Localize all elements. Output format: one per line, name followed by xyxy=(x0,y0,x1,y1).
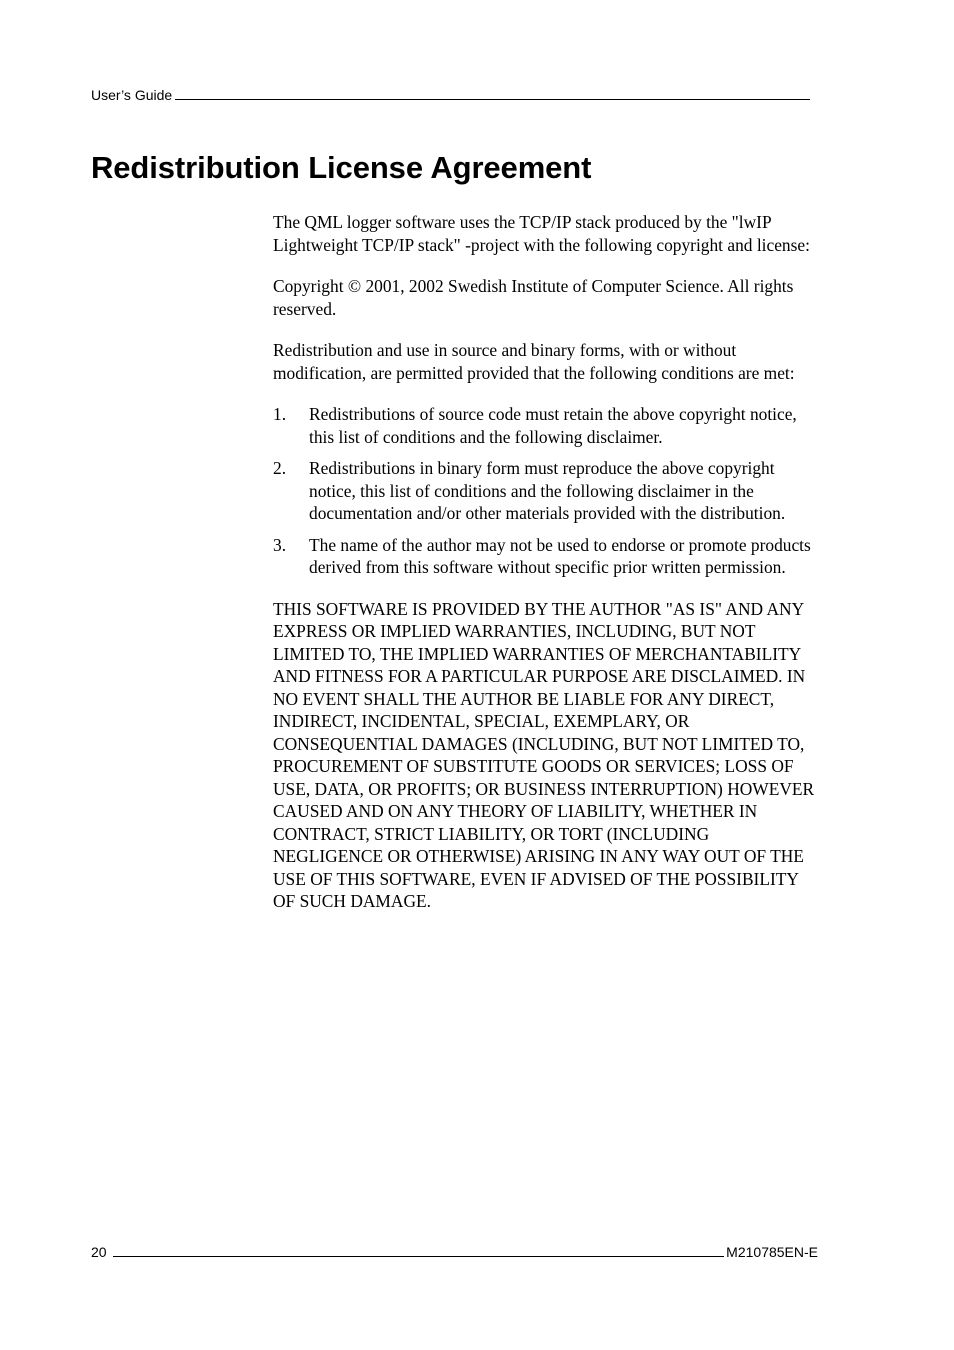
disclaimer-paragraph: THIS SOFTWARE IS PROVIDED BY THE AUTHOR "AS IS" AND ANY EXPRESS OR IMPLIED WARRANTIES, INCLUDING, BUT NOT LIMITED TO, THE IMPLIED WARRANTIES OF MERCHANTABILITY AND FITNESS FOR A PARTICULAR PURPOSE ARE DISCLAIMED. IN NO EVENT SHALL THE AUTHOR BE LIABLE FOR ANY DIRECT, INDIRECT, INCIDENTAL, SPECIAL, EXEMPLARY, OR CONSEQUENTIAL DAMAGES (INCLUDING, BUT NOT LIMITED TO, PROCUREMENT OF SUBSTITUTE GOODS OR SERVICES; LOSS OF USE, DATA, OR PROFITS; OR BUSINESS INTERRUPTION) HOWEVER CAUSED AND ON ANY THEORY OF LIABILITY, WHETHER IN CONTRACT, STRICT LIABILITY, OR TORT (INCLUDING NEGLIGENCE OR OTHERWISE) ARISING IN ANY WAY OUT OF THE USE OF THIS SOFTWARE, EVEN IF ADVISED OF THE POSSIBILITY OF SUCH DAMAGE. xyxy=(273,598,815,911)
list-item xyxy=(273,403,821,448)
list-item-text: The name of the author may not be used to endorse or promote products derived from this software without specific prior written permission. xyxy=(309,534,811,577)
list-item-text: Redistributions in binary form must reproduce the above copyright notice, this list of conditions and the following disclaimer in the documentation and/or other materials provided with the distribution. xyxy=(309,458,786,523)
intro-paragraph: The QML logger software uses the TCP/IP stack produced by the "lwIP Lightweight TCP/IP stack" -project with the following copyright and license: xyxy=(273,212,810,255)
conditions-list xyxy=(273,403,821,579)
list-item-number: 3. xyxy=(273,534,287,555)
page-number: 20 xyxy=(91,1244,107,1260)
copyright-paragraph: Copyright © 2001, 2002 Swedish Institute of Computer Science. All rights reserved. xyxy=(273,276,794,319)
page-footer xyxy=(91,1244,818,1260)
list-item-text: Redistributions of source code must retain the above copyright notice, this list of conditions and the following disclaimer. xyxy=(309,404,797,447)
conditions-intro-paragraph: Redistribution and use in source and binary forms, with or without modification, are permitted provided that the following conditions are met: xyxy=(273,340,795,383)
document-id: M210785EN-E xyxy=(726,1244,818,1260)
list-item xyxy=(273,457,821,525)
footer-rule xyxy=(113,1256,725,1257)
page-title: Redistribution License Agreement xyxy=(91,150,592,185)
header-label: User’s Guide xyxy=(91,87,173,103)
list-item-number: 2. xyxy=(273,458,287,478)
list-item xyxy=(273,534,821,579)
header-rule xyxy=(175,99,810,100)
list-item-number: 1. xyxy=(273,404,287,424)
document-body xyxy=(273,211,821,932)
page-header xyxy=(91,87,810,103)
